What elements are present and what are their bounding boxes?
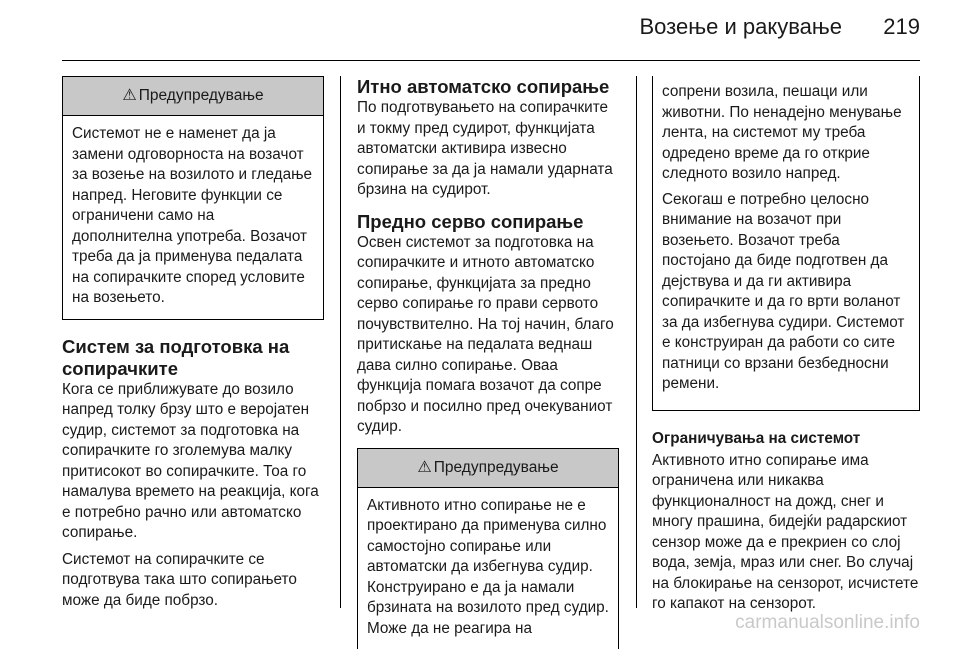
column-1 — [62, 76, 324, 621]
warning-text: Системот не е наменет да ја замени одговорноста на возачот за возење на возилото и гледање напред. Неговите функции се ограничени само на дополнителна употреба. Возачот треба да ја применува педалата на сопирачките според условите на возењето. — [72, 124, 314, 309]
warning-text: Секогаш е потребно целосно внимание на возачот при возењето. Возачот треба постојано да биде подготвен да дејствува и да ги активира сопирачките и да го врти воланот за да избегнува судири. Системот е конструиран да работи со сите патници со врзани безбедносни ремени. — [662, 190, 910, 395]
warning-body — [358, 488, 618, 649]
warning-box — [62, 76, 324, 320]
warning-label: Предупредување — [139, 87, 264, 105]
warning-header — [63, 77, 323, 116]
warning-continuation — [652, 76, 920, 411]
emergency-braking-section — [357, 76, 619, 201]
warning-header — [358, 449, 618, 488]
paragraph: Кога се приближувате до возило напред толку брзу што е веројатен судир, системот за подготовка на сопирачките го зголемува малку притисокот во сопирачките. Тоа го намалува времето на реакција, кога е потребно рачно или автоматско сопирање. — [62, 380, 324, 544]
section-title: Ограничувања на системот — [652, 429, 920, 449]
warning-box — [357, 448, 619, 649]
brake-prep-section — [62, 336, 324, 612]
header-rule — [62, 60, 920, 61]
paragraph: Системот на сопирачките се подготвува така што сопирањето може да биде побрзо. — [62, 550, 324, 612]
warning-icon: ⚠ — [417, 460, 431, 476]
column-2 — [357, 76, 619, 649]
section-title: Систем за подготовка на сопирачките — [62, 336, 324, 380]
warning-icon: ⚠ — [122, 88, 136, 104]
section-title: Итно автоматско сопирање — [357, 76, 619, 98]
warning-text: Активното итно сопирање не е проектирано да применува силно самостојно сопирање или автоматски да избегнува судир. Конструирано е да ја намали брзината на возилото пред судир. Може да не реагира на — [367, 496, 609, 640]
column-divider — [340, 76, 341, 608]
servo-braking-section — [357, 211, 619, 438]
warning-body — [63, 116, 323, 319]
page-number: 219 — [883, 14, 920, 40]
column-3 — [652, 76, 920, 625]
watermark: carmanualsonline.info — [735, 612, 920, 634]
warning-text: сопрени возила, пешаци или животни. По ненадејно менување лента, на системот му треба одредено време да го открие следното возило напред. — [662, 82, 910, 185]
paragraph: Освен системот за подготовка на сопирачките и итното автоматско сопирање, функцијата за предно серво сопирање го прави сервото почувствително. На тој начин, благо притискање на педалата веднаш дава силно сопирање. Оваа функција помага возачот да сопре побрзо и посилно пред очекуваниот судир. — [357, 233, 619, 438]
column-divider — [636, 76, 637, 608]
header-title: Возење и ракување — [640, 14, 843, 40]
warning-label: Предупредување — [434, 459, 559, 477]
paragraph: Активното итно сопирање има ограничена или никаква функционалност на дожд, снег и многу прашина, бидејќи радарскиот сензор може да е прекриен со слој вода, земја, мраз или снег. Во случај на блокирање на сензорот, исчистете го капакот на сензорот. — [652, 451, 920, 615]
limitations-section — [652, 429, 920, 615]
section-title: Предно серво сопирање — [357, 211, 619, 233]
paragraph: По подготвувањето на сопирачките и токму пред судирот, функцијата автоматски активира извесно сопирање за да ја намали ударната брзина на судирот. — [357, 98, 619, 201]
